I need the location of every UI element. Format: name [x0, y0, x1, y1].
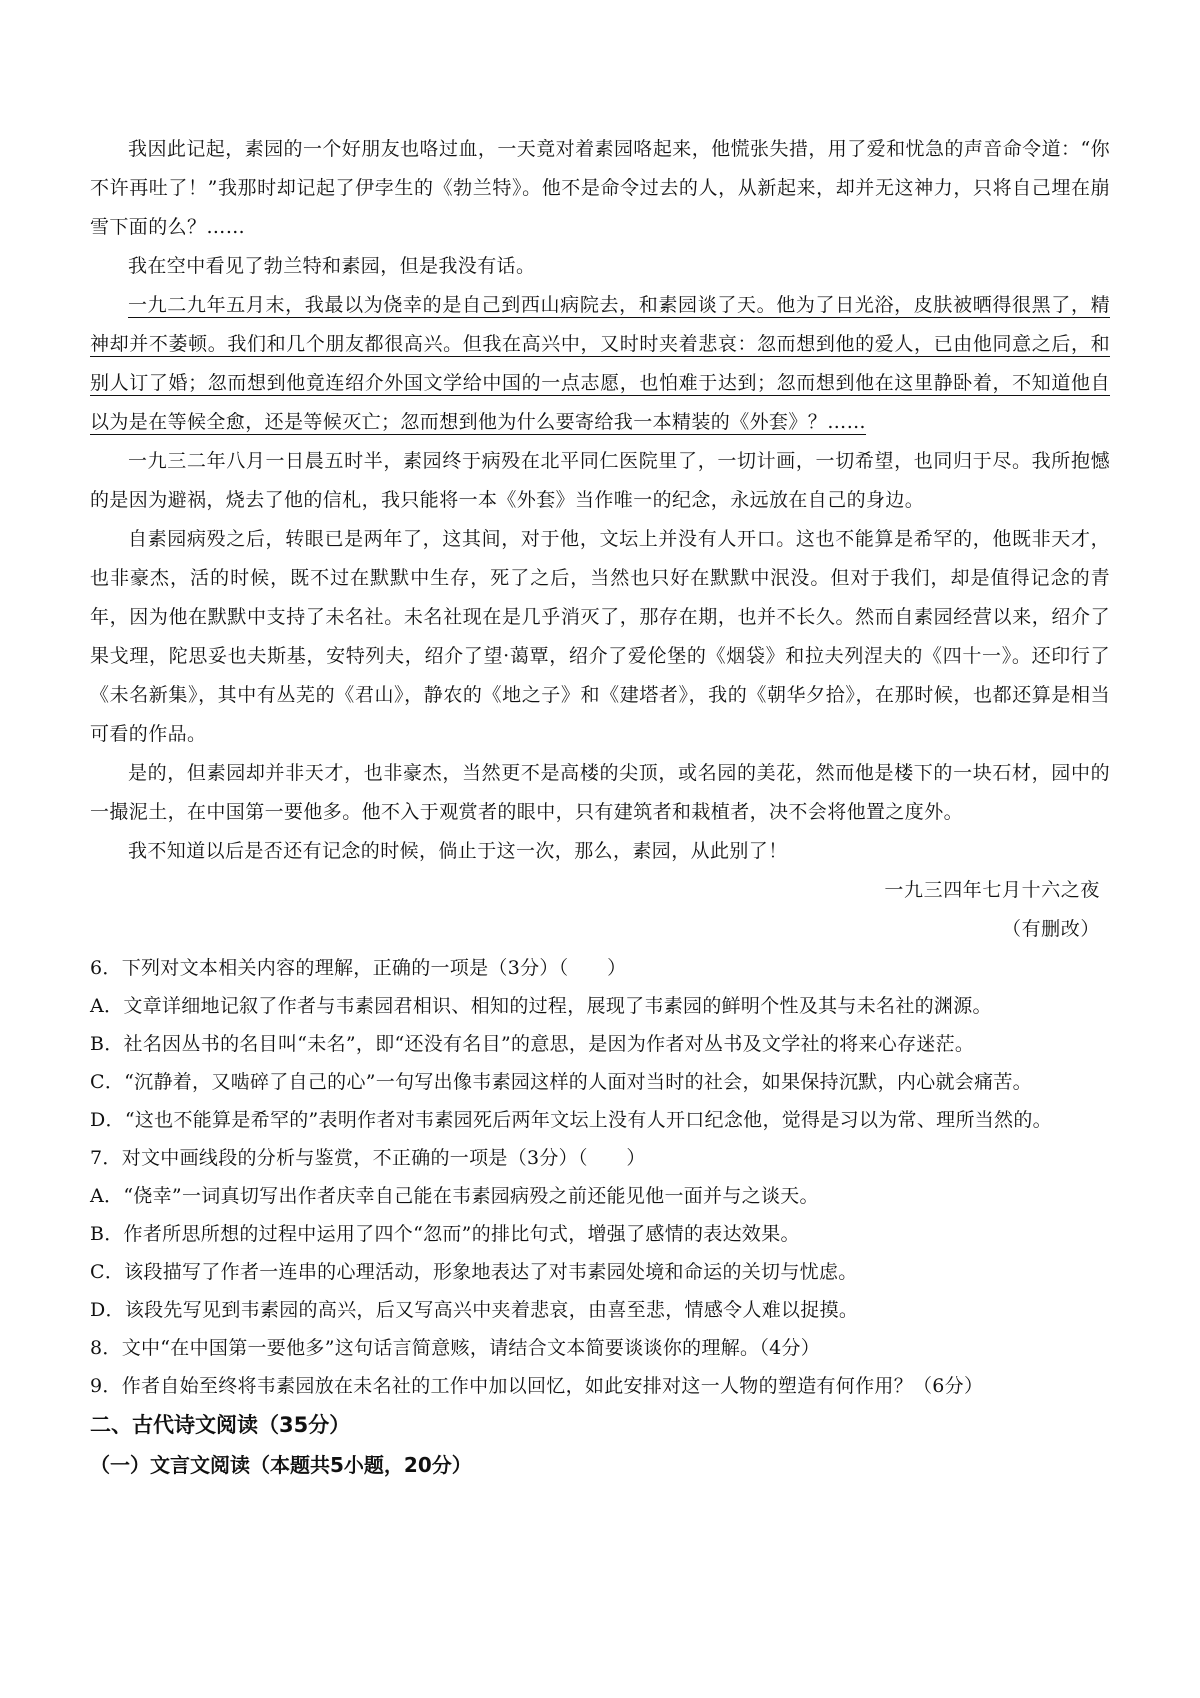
passage-paragraph-2: 我在空中看见了勃兰特和素园，但是我没有话。: [128, 255, 536, 277]
section-heading-ancient-poetry: 二、古代诗文阅读（35分）: [90, 1413, 351, 1437]
question-7-option-c: C．该段描写了作者一连串的心理活动，形象地表达了对韦素园处境和命运的关切与忧虑。: [90, 1261, 858, 1283]
question-7-option-a: A．“侥幸”一词真切写出作者庆幸自己能在韦素园病殁之前还能见他一面并与之谈天。: [90, 1185, 819, 1207]
underlined-text: 一九二九年五月末，我最以为侥幸的是自己到西山病院去，和素园谈了天。他为了日光浴，皮肤被晒得很黑了，精神却并不萎顿。我们和几个朋友都很高兴。但我在高兴中，又时时夹着悲哀：忽而想到他的爱人，已由他同意之后，和别人订了婚；忽而想到他竟连绍介外国文学给中国的一点志愿，也怕难于达到；忽而想到他在这里静卧着，不知道他自以为是在等候全愈，还是等候灭亡；忽而想到他为什么要寄给我一本精装的《外套》？……: [90, 294, 1110, 433]
passage-note: （有删改）: [1001, 918, 1100, 940]
passage-paragraph-6: 是的，但素园却并非天才，也非豪杰，当然更不是高楼的尖顶，或名园的美花，然而他是楼下的一块石材，园中的一撮泥土，在中国第一要他多。他不入于观赏者的眼中，只有建筑者和栽植者，决不会将他置之度外。: [90, 762, 1110, 823]
question-7-option-d: D．该段先写见到韦素园的高兴，后又写高兴中夹着悲哀，由喜至悲，情感令人难以捉摸。: [90, 1299, 859, 1321]
question-6-option-a: A．文章详细地记叙了作者与韦素园君相识、相知的过程，展现了韦素园的鲜明个性及其与未名社的渊源。: [90, 995, 992, 1017]
passage-paragraph-5: 自素园病殁之后，转眼已是两年了，这其间，对于他，文坛上并没有人开口。这也不能算是希罕的，他既非天才，也非豪杰，活的时候，既不过在默默中生存，死了之后，当然也只好在默默中泯没。但对于我们，却是值得记念的青年，因为他在默默中支持了未名社。未名社现在是几乎消灭了，那存在期，也并不长久。然而自素园经营以来，绍介了果戈理，陀思妥也夫斯基，安特列夫，绍介了望·蔼覃，绍介了爱伦堡的《烟袋》和拉夫列涅夫的《四十一》。还印行了《未名新集》，其中有丛芜的《君山》，静农的《地之子》和《建塔者》，我的《朝华夕拾》，在那时候，也都还算是相当可看的作品。: [90, 528, 1110, 745]
question-6-option-d: D．“这也不能算是希罕的”表明作者对韦素园死后两年文坛上没有人开口纪念他，觉得是习以为常、理所当然的。: [90, 1109, 1052, 1131]
question-6-option-b: B．社名因丛书的名目叫“未名”，即“还没有名目”的意思，是因为作者对丛书及文学社的将来心存迷茫。: [90, 1033, 975, 1055]
passage-paragraph-4: 一九三二年八月一日晨五时半，素园终于病殁在北平同仁医院里了，一切计画，一切希望，也同归于尽。我所抱憾的是因为避祸，烧去了他的信札，我只能将一本《外套》当作唯一的纪念，永远放在自己的身边。: [90, 450, 1110, 511]
question-6-option-c: C．“沉静着，又啮碎了自己的心”一句写出像韦素园这样的人面对当时的社会，如果保持沉默，内心就会痛苦。: [90, 1071, 1032, 1093]
question-7-option-b: B．作者所思所想的过程中运用了四个“忽而”的排比句式，增强了感情的表达效果。: [90, 1223, 800, 1245]
question-7: 7．对文中画线段的分析与鉴赏，不正确的一项是（3分）（ ）: [90, 1147, 646, 1169]
question-8: 8．文中“在中国第一要他多”这句话言简意赅，请结合文本简要谈谈你的理解。（4分）: [90, 1337, 821, 1359]
passage-paragraph-1: 我因此记起，素园的一个好朋友也咯过血，一天竟对着素园咯起来，他慌张失措，用了爱和忧急的声音命令道：“你不许再吐了！”我那时却记起了伊孛生的《勃兰特》。他不是命令过去的人，从新起来，却并无这神力，只将自己埋在崩雪下面的么？……: [90, 138, 1110, 238]
document-page: [90, 130, 1110, 1485]
passage-paragraph-7: 我不知道以后是否还有记念的时候，倘止于这一次，那么，素园，从此别了！: [128, 840, 788, 862]
subsection-heading-classical-chinese: （一）文言文阅读（本题共5小题，20分）: [90, 1453, 472, 1477]
passage-paragraph-underlined: [90, 286, 1110, 442]
passage-date: 一九三四年七月十六之夜: [884, 879, 1100, 901]
question-9: 9．作者自始至终将韦素园放在未名社的工作中加以回忆，如此安排对这一人物的塑造有何作用？（6分）: [90, 1375, 984, 1397]
question-6: 6．下列对文本相关内容的理解，正确的一项是（3分）（ ）: [90, 957, 627, 979]
